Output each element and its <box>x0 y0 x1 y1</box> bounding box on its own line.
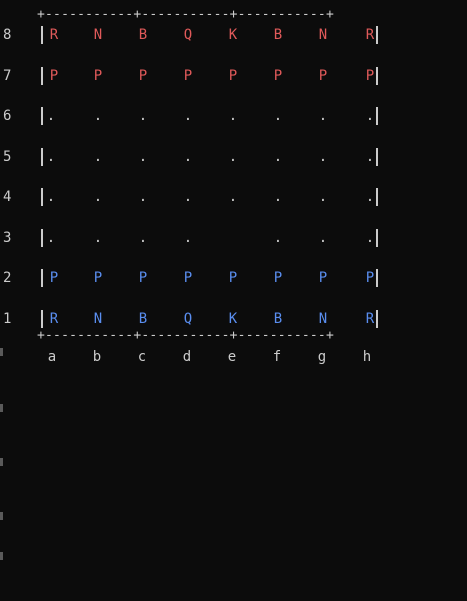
chess-piece: P <box>49 270 59 286</box>
empty-square: . <box>318 229 328 246</box>
empty-square: . <box>273 108 283 124</box>
chess-piece: B <box>273 27 283 43</box>
rank-label: 2 <box>3 270 12 286</box>
empty-square: . <box>183 229 193 246</box>
chess-piece: P <box>138 67 148 84</box>
left-edge-mark <box>0 348 3 356</box>
chess-piece: Q <box>183 310 193 327</box>
file-label: h <box>362 349 372 365</box>
empty-square: . <box>273 229 283 246</box>
board-right-edge <box>376 229 378 247</box>
board-left-edge <box>41 26 43 44</box>
rank-label: 8 <box>3 27 12 43</box>
board-right-edge <box>376 188 378 206</box>
file-label: d <box>182 349 192 365</box>
chess-piece: B <box>273 310 283 327</box>
chess-piece: P <box>273 67 283 84</box>
chess-piece: P <box>49 67 59 84</box>
rank-label: 7 <box>3 67 12 84</box>
file-label: c <box>137 349 147 365</box>
rank-row <box>0 187 420 207</box>
chess-piece: P <box>183 270 193 286</box>
empty-square: . <box>46 189 56 205</box>
empty-square: . <box>183 189 193 205</box>
empty-square: . <box>138 229 148 246</box>
empty-square: . <box>93 229 103 246</box>
empty-square: . <box>365 108 375 124</box>
rank-label: 6 <box>3 108 12 124</box>
rank-label: 5 <box>3 148 12 165</box>
rank-row <box>0 25 420 45</box>
empty-square: . <box>365 229 375 246</box>
file-label: a <box>47 349 57 365</box>
chess-piece: R <box>365 27 375 43</box>
file-label: b <box>92 349 102 365</box>
board-right-edge <box>376 148 378 166</box>
rank-label: 3 <box>3 229 12 246</box>
chess-piece: P <box>93 270 103 286</box>
rank-row <box>0 106 420 126</box>
board-right-edge <box>376 26 378 44</box>
board-top-border: +-----------+-----------+-----------+ <box>37 7 334 22</box>
file-label: e <box>227 349 237 365</box>
board-left-edge <box>41 269 43 287</box>
chess-piece: R <box>49 310 59 327</box>
board-right-edge <box>376 67 378 85</box>
empty-square: . <box>93 148 103 165</box>
empty-square: . <box>138 189 148 205</box>
left-edge-mark <box>0 458 3 466</box>
chess-piece: P <box>93 67 103 84</box>
file-label: f <box>272 349 282 365</box>
empty-square: . <box>318 189 328 205</box>
chess-piece: R <box>365 310 375 327</box>
chess-piece: K <box>228 27 238 43</box>
chess-piece: P <box>318 270 328 286</box>
empty-square: . <box>228 148 238 165</box>
rank-row <box>0 268 420 288</box>
file-label: g <box>317 349 327 365</box>
left-edge-mark <box>0 404 3 412</box>
board-right-edge <box>376 269 378 287</box>
rank-label: 4 <box>3 189 12 205</box>
chess-piece: P <box>228 67 238 84</box>
empty-square: . <box>365 148 375 165</box>
empty-square: . <box>183 148 193 165</box>
board-bottom-border: +-----------+-----------+-----------+ <box>37 328 334 343</box>
chess-piece: B <box>138 27 148 43</box>
empty-square: . <box>273 148 283 165</box>
chess-piece: N <box>93 310 103 327</box>
board-right-edge <box>376 107 378 125</box>
board-right-edge <box>376 310 378 328</box>
chess-piece: B <box>138 310 148 327</box>
board-left-edge <box>41 310 43 328</box>
empty-square: . <box>318 108 328 124</box>
chess-piece: P <box>318 67 328 84</box>
empty-square: . <box>228 189 238 205</box>
chess-piece: P <box>273 270 283 286</box>
empty-square: . <box>46 229 56 246</box>
board-left-edge <box>41 67 43 85</box>
empty-square: . <box>46 108 56 124</box>
left-edge-mark <box>0 512 3 520</box>
chess-piece: Q <box>183 27 193 43</box>
rank-row <box>0 309 420 329</box>
rank-row <box>0 147 420 167</box>
chess-piece: P <box>228 270 238 286</box>
left-edge-mark <box>0 552 3 560</box>
chess-piece: K <box>228 310 238 327</box>
empty-square: . <box>318 148 328 165</box>
empty-square: . <box>183 108 193 124</box>
chess-piece: R <box>49 27 59 43</box>
chess-piece: P <box>138 270 148 286</box>
empty-square: . <box>138 148 148 165</box>
chess-piece: N <box>93 27 103 43</box>
chess-piece: P <box>365 67 375 84</box>
empty-square: . <box>273 189 283 205</box>
empty-square: . <box>93 189 103 205</box>
chess-piece: P <box>183 67 193 84</box>
rank-row <box>0 66 420 86</box>
chess-piece: N <box>318 27 328 43</box>
empty-square: . <box>93 108 103 124</box>
rank-label: 1 <box>3 310 12 327</box>
empty-square: . <box>138 108 148 124</box>
rank-row <box>0 228 420 248</box>
empty-square: . <box>228 108 238 124</box>
empty-square: . <box>365 189 375 205</box>
empty-square: . <box>46 148 56 165</box>
chess-piece: P <box>365 270 375 286</box>
chess-piece: N <box>318 310 328 327</box>
